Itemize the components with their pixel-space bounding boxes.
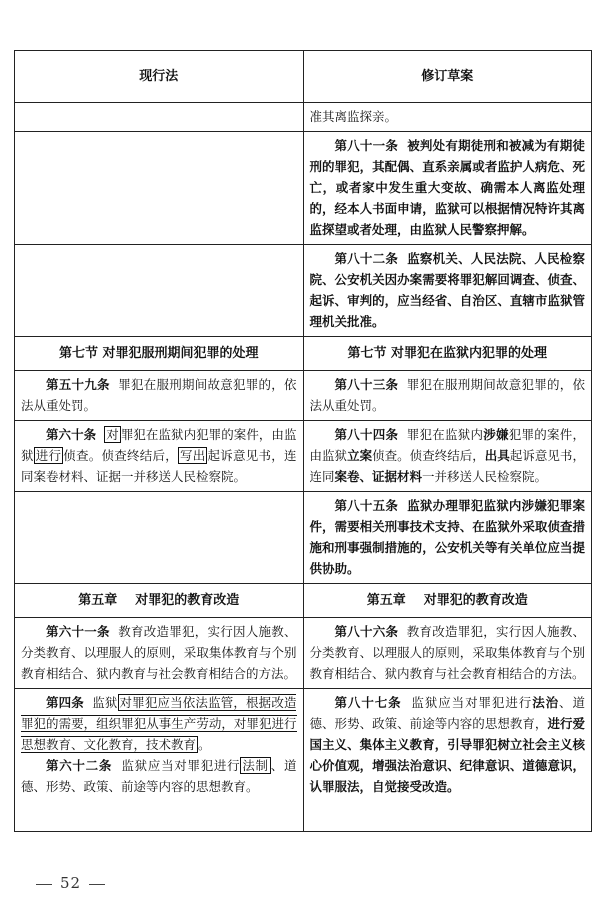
article-number: 第八十三条 [334,377,399,392]
marked-text: 法制 [242,758,269,773]
right-cell: 第八十一条 被判处有期徒刑和被减为有期徒刑的罪犯，其配偶、直系亲属或者监护人病危、死亡，或者家中发生重大变故、确需本人离监处理的，经本人书面申请，监狱可以根据情况特许其离监探望或者处理，由监狱人民警察押解。 [303,132,592,245]
left-cell: 第六十条 对 罪犯在监狱内犯罪的案件，由监狱 进行 侦查。侦查终结后， 写出 起诉意见书，连同案卷材料、证据一并移送人民检察院。 [15,421,304,492]
section-title-right: 第七节 对罪犯在监狱内犯罪的处理 [303,337,592,371]
left-cell: 第四条 监狱 对罪犯应当依法监管，根据改造罪犯的需要，组织罪犯从事生产劳动，对罪犯进行思想教育、文化教育，技术教育 。 第六十二条 监狱应当对罪犯进行 法制 、道德、形势、政策、前途等内容的思想教育。 [15,689,304,832]
marked-text: 对 [106,427,119,442]
article-number: 第八十二条 [334,251,399,266]
page-dash-right [89,884,105,885]
section-title-left: 第七节 对罪犯服刑期间犯罪的处理 [15,337,304,371]
article-number: 第六十一条 [46,624,110,639]
page-number: 52 [28,874,113,892]
left-cell: 第五十九条 罪犯在服刑期间故意犯罪的，依法从重处罚。 [15,371,304,421]
article-number: 第八十七条 [334,695,402,710]
article-number: 第八十五条 [334,498,399,513]
comparison-table [14,50,592,832]
table-row [15,245,592,337]
marked-text: 进行 [35,448,62,463]
table-row [15,103,592,132]
chapter-title-left: 第五章 对罪犯的教育改造 [15,584,304,618]
right-cell: 第八十四条 罪犯在监狱内涉嫌犯罪的案件，由监狱立案侦查。侦查终结后，出具起诉意见书，连同案卷、证据材料一并移送人民检察院。 [303,421,592,492]
right-cell: 第八十六条 教育改造罪犯，实行因人施教、分类教育、以理服人的原则，采取集体教育与个别教育相结合、狱内教育与社会教育相结合的方法。 [303,618,592,689]
table-row [15,689,592,832]
right-cell: 第八十五条 监狱办理罪犯监狱内涉嫌犯罪案件，需要相关刑事技术支持、在监狱外采取侦查措施和刑事强制措施的，公安机关等有关单位应当提供协助。 [303,492,592,584]
page-dash-left [36,884,52,885]
right-cell: 准其离监探亲。 [303,103,592,132]
right-cell: 第八十七条 监狱应当对罪犯进行法治、道德、形势、政策、前途等内容的思想教育，进行爱国主义、集体主义教育，引导罪犯树立社会主义核心价值观，增强法治意识、纪律意识、道德意识，认罪服法，自觉接受改造。 [303,689,592,832]
table-row [15,492,592,584]
article-number: 第八十四条 [334,427,399,442]
table-row [15,132,592,245]
article-number: 第五十九条 [46,377,110,392]
left-cell: 第六十一条 教育改造罪犯，实行因人施教、分类教育、以理服人的原则，采取集体教育与个别教育相结合、狱内教育与社会教育相结合的方法。 [15,618,304,689]
right-cell: 第八十二条 监察机关、人民法院、人民检察院、公安机关因办案需要将罪犯解回调查、侦查、起诉、审判的，应当经省、自治区、直辖市监狱管理机关批准。 [303,245,592,337]
section-row [15,584,592,618]
chapter-title-right: 第五章 对罪犯的教育改造 [303,584,592,618]
article-number: 第六十二条 [46,758,113,773]
section-row [15,337,592,371]
left-cell-empty [15,132,304,245]
article-number: 第八十一条 [334,138,399,153]
header-current-law: 现行法 [15,51,304,103]
left-cell-empty [15,103,304,132]
left-cell-empty [15,245,304,337]
right-cell: 第八十三条 罪犯在服刑期间故意犯罪的，依法从重处罚。 [303,371,592,421]
table-row [15,421,592,492]
marked-text: 写出 [179,448,206,463]
table-row [15,618,592,689]
article-number: 第四条 [46,695,84,710]
header-revision-draft: 修订草案 [303,51,592,103]
article-number: 第六十条 [46,427,97,442]
table-row [15,371,592,421]
left-cell-empty [15,492,304,584]
marked-text: 对罪犯应当依法监管，根据改造罪犯的需要，组织罪犯从事生产劳动，对罪犯进行思想教育、文化教育，技术教育 [21,695,297,752]
article-number: 第八十六条 [334,624,399,639]
